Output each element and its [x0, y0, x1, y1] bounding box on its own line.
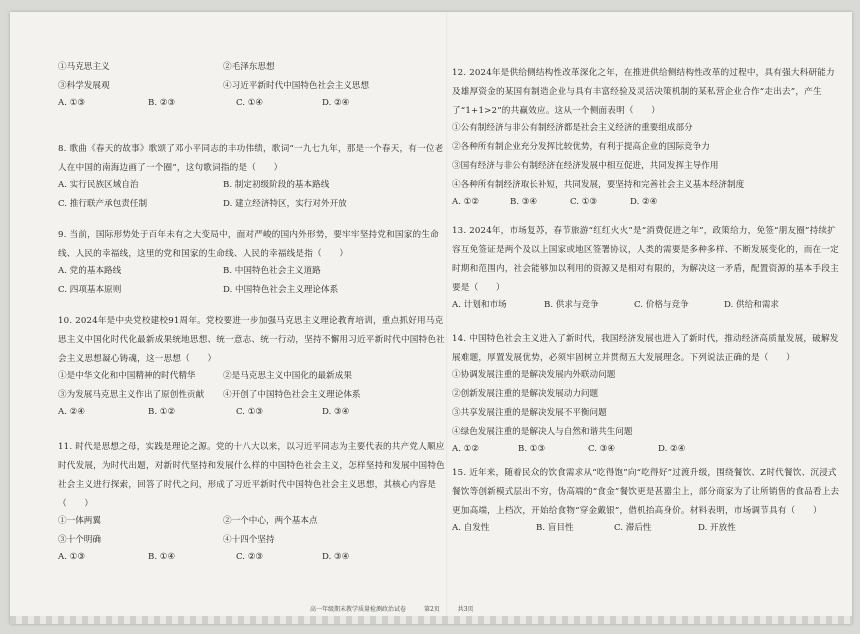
question-10 — [58, 312, 448, 426]
choice: D. ②④ — [322, 98, 350, 108]
choice: C. 价格与竞争 — [634, 300, 689, 310]
sub-option: ②一个中心，两个基本点 — [223, 516, 318, 526]
question-7 — [58, 60, 448, 117]
question-stem: 10. 2024年是中央党校建校91周年。党校要进一步加强马克思主义理论教育培训，重点抓好用马克思主义中国化时代化最新成果统地思想、统一意志、统一行动，坚持不懈用习近平新时代中国特色社会主义思想凝心铸魂，这一思想（ ） — [58, 316, 445, 364]
sub-option: ①是中华文化和中国精神的时代精华 — [58, 371, 196, 381]
choice: D. 中国特色社会主义理论体系 — [223, 285, 339, 295]
choice: D. ③④ — [322, 407, 350, 417]
question-11 — [58, 438, 448, 571]
choice: A. ①② — [452, 197, 480, 207]
choice: D. ②④ — [658, 444, 686, 454]
sub-option: ③共享发展注重的是解决发展不平衡问题 — [452, 408, 607, 418]
sub-option: ①马克思主义 — [58, 62, 110, 72]
choice: A. ②④ — [58, 407, 86, 417]
page-footer — [310, 604, 490, 613]
choice: A. ①③ — [58, 552, 86, 562]
sub-option: ③十个明确 — [58, 535, 101, 545]
sub-option: ①一体两翼 — [58, 516, 101, 526]
sub-option: ③科学发展观 — [58, 81, 110, 91]
choice: D. 供给和需求 — [724, 300, 780, 310]
question-15 — [452, 464, 842, 540]
question-14 — [452, 330, 842, 463]
sub-option: ④绿色发展注重的是解决人与自然和谐共生问题 — [452, 427, 633, 437]
choice: D. 开放性 — [698, 523, 736, 533]
sub-option: ①公有制经济与非公有制经济都是社会主义经济的重要组成部分 — [452, 123, 693, 133]
choice: B. ①③ — [518, 444, 546, 454]
question-stem: 14. 中国特色社会主义进入了新时代，我国经济发展也进入了新时代，推动经济高质量发展，破解发展难题，厚置发展优势，必须牢固树立并贯彻五大发展理念。下列说法正确的是（ ） — [452, 334, 839, 363]
choice: D. ③④ — [322, 552, 350, 562]
question-13 — [452, 222, 842, 317]
question-9 — [58, 226, 448, 302]
sub-option: ③为发展马克思主义作出了原创性贡献 — [58, 390, 205, 400]
choice: C. ①③ — [236, 407, 264, 417]
choice: D. ②④ — [630, 197, 658, 207]
question-12 — [452, 64, 842, 216]
question-stem: 11. 时代是思想之母，实践是理论之源。党的十八大以来，以习近平同志为主要代表的共产党人顺应时代发展，为时代出题，对新时代坚持和发展什么样的中国特色社会主义，怎样坚持和发展中国特色社会主义进行探索，回答了时代之问，形成了习近平新时代中国特色社会主义思想，其核心内容是（ ） — [58, 442, 445, 509]
question-stem: 12. 2024年是供给侧结构性改革深化之年，在推进供给侧结构性改革的过程中，具有强大科研能力及雄厚资金的某国有制造企业与具有丰富经验及灵活决策机制的某私营企业合作“走出去”，产生了“1+1>2”的共赢效应。这从一个侧面表明（ ） — [452, 68, 835, 116]
choice: B. ②③ — [148, 98, 176, 108]
choice: D. 建立经济特区，实行对外开放 — [223, 199, 347, 209]
choice: B. ①② — [148, 407, 176, 417]
question-stem: 15. 近年来，随着民众的饮食需求从“吃得饱”向“吃得好”过渡升级，围绕餐饮、Z时代餐饮、沉浸式餐饮等创新模式层出不穷，伪高端的“食金”餐饮更是甚嚣尘上，部分商家为了让所销售的食品看上去更加高端，上档次，开始给食物“穿金戴银”，借机抬高身价。材料表明，市场调节具有（ ） — [452, 468, 840, 516]
choice: B. 制定初级阶段的基本路线 — [223, 180, 330, 190]
choice: C. 滞后性 — [614, 523, 652, 533]
footer-page-total: 共3页 — [457, 606, 474, 613]
sub-option: ②毛泽东思想 — [223, 62, 275, 72]
choice: B. 盲目性 — [536, 523, 574, 533]
question-stem: 13. 2024年，市场复苏，春节旅游“红红火火”是“消费促进之年”，政策给力，免签“朋友圈”持续扩容互免签证是两个及以上国家或地区签署协议，人类的需要是多种多样、不断发展变化的，而在一定时期和范围内，社会能够加以利用的资源又是相对有限的，为解决这一矛盾，配置资源的基本手段主要是（ ） — [452, 226, 839, 293]
question-stem: 9. 当前，国际形势处于百年未有之大变局中，面对严峻的国内外形势，要牢牢坚持党和国家的生命线、人民的幸福线，这里的党和国家的生命线、人民的幸福线是指（ ） — [58, 230, 439, 259]
choice: A. 实行民族区域自治 — [58, 180, 139, 190]
choice: C. 推行联产承包责任制 — [58, 199, 148, 209]
footer-title: 高一年级期末教学质量检测政治试卷 — [310, 606, 407, 613]
choice: A. 自发性 — [452, 523, 490, 533]
sub-option: ②创新发展注重的是解决发展动力问题 — [452, 389, 599, 399]
choice: C. ②③ — [236, 552, 264, 562]
sub-option: ④十四个坚持 — [223, 535, 275, 545]
choice: A. ①③ — [58, 98, 86, 108]
sub-option: ④开创了中国特色社会主义理论体系 — [223, 390, 361, 400]
choice: C. ①④ — [236, 98, 264, 108]
question-stem: 8. 歌曲《春天的故事》歌颂了邓小平同志的丰功伟绩，歌词“一九七九年，那是一个春天，有一位老人在中国的南海边画了一个圈”，这句歌词指的是（ ） — [58, 144, 444, 173]
choice: B. 供求与竞争 — [544, 300, 599, 310]
choice: A. ①② — [452, 444, 480, 454]
choice: B. ①④ — [148, 552, 176, 562]
choice: A. 计划和市场 — [452, 300, 507, 310]
sub-option: ③国有经济与非公有制经济在经济发展中相互促进，共同发挥主导作用 — [452, 161, 719, 171]
choice: C. ③④ — [588, 444, 616, 454]
choice: A. 党的基本路线 — [58, 266, 122, 276]
choice: C. ①③ — [570, 197, 598, 207]
question-8 — [58, 140, 448, 216]
choice: B. ③④ — [510, 197, 538, 207]
sub-option: ④习近平新时代中国特色社会主义思想 — [223, 81, 370, 91]
footer-page-number: 第2页 — [423, 606, 440, 613]
scan-edge — [10, 616, 852, 624]
sub-option: ②是马克思主义中国化的最新成果 — [223, 371, 352, 381]
choice: B. 中国特色社会主义道路 — [223, 266, 321, 276]
sub-option: ④各种所有制经济取长补短，共同发展，要坚持和完善社会主义基本经济制度 — [452, 180, 745, 190]
sub-option: ①协调发展注重的是解决发展内外联动问题 — [452, 370, 616, 380]
exam-page — [10, 12, 852, 624]
sub-option: ②各种所有制企业充分发挥比较优势，有利于提高企业的国际竞争力 — [452, 142, 710, 152]
choice: C. 四项基本原则 — [58, 285, 122, 295]
